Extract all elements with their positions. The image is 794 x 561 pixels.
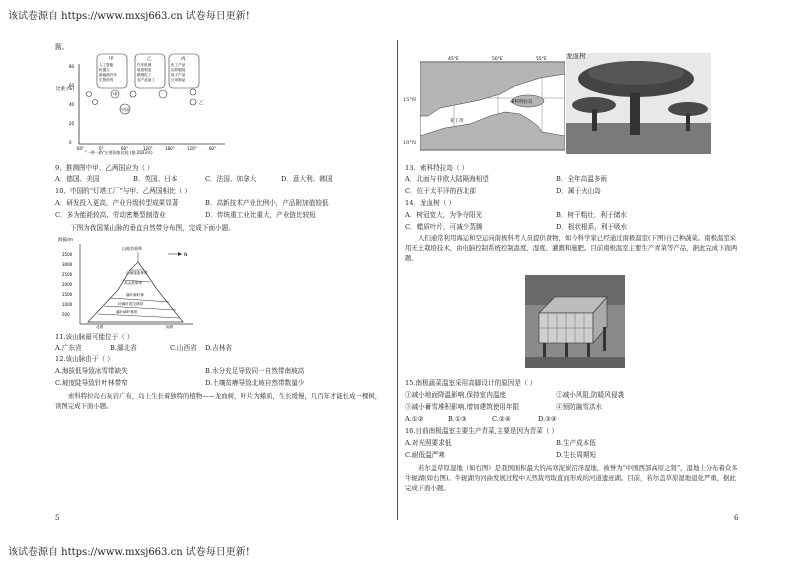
q13-stem: 13．索科特拉岛（ ） [405, 164, 469, 172]
fig2-y-tick: 2500 [62, 272, 73, 277]
q16-option-b[interactable]: B.生产成本低 [556, 439, 596, 447]
fig1-point [190, 89, 196, 95]
q12-stem: 12.该山脉由于（ ） [55, 355, 114, 363]
q11-option-b[interactable]: B.湖北省 [110, 344, 137, 352]
q10-option-d[interactable]: D．传统重工业比重大，产业链比较短 [205, 211, 316, 219]
passage-antarctic-greenhouse: 人们通常利用海运和空运向南极科考人员提供食物，如今科学家已经通过南极温室(下图)自己种蔬菜。南极温室采用无土栽培技术，由电脑控制系统控制温度、湿度、灌溉和施肥。目前南极温室主要生产青菜等产品，据此完成下面两题。 [405, 234, 738, 262]
q14-option-d[interactable]: D．根状根系，利于吸水 [556, 223, 628, 231]
q15-item-4: ④预防融雪洪水 [556, 403, 603, 411]
figure-1-scatter [55, 52, 230, 158]
page-number-right: 6 [734, 514, 739, 522]
q15-item-3: ③减小蓄雪堆积影响,增加建筑使用年限 [405, 403, 520, 411]
q15-option-c[interactable]: C.②④ [492, 415, 511, 423]
q12-option-b[interactable]: B.水分充足导致同一自然带南坡高 [205, 367, 305, 375]
fig2-y-tick: 2000 [62, 282, 73, 287]
greenhouse-photo [525, 275, 625, 368]
fig1-x-tick: 180° [165, 146, 175, 151]
fig1-x-tick: 60° [121, 146, 129, 151]
q14-option-b[interactable]: B．树干粗壮，利于储水 [556, 211, 627, 219]
fig2-north-slope: 北坡 [96, 325, 104, 329]
fig2-y-ticks [62, 252, 73, 317]
footer-text: 该试卷源自 https://www.mxsj663.cn 试卷每日更新! [8, 547, 250, 558]
fig1-y-ticks [69, 64, 75, 145]
fig1-x-tick: 60° [209, 146, 217, 151]
map-lon-3: 55°E [536, 57, 547, 62]
q11-stem: 11.该山脉最可能位于（ ） [55, 333, 134, 341]
q11-option-c[interactable]: C.山西省 [170, 344, 197, 352]
map-lat-15: 15°N [403, 97, 417, 103]
fig2-y-label: 海拔/m [58, 238, 73, 243]
map-label-aden: 亚丁湾 [450, 119, 464, 124]
q14-option-c[interactable]: C．蜡质叶片，可减少蒸腾 [405, 223, 483, 231]
fig2-zone-1: 山地苔原带 [122, 246, 142, 251]
q11-option-a[interactable]: A.广东省 [55, 344, 82, 352]
fig1-marker-yi [190, 99, 196, 105]
dragon-tree-photo [566, 53, 711, 154]
top-fragment: 题。 [55, 43, 69, 51]
fig2-y-tick: 1500 [62, 292, 73, 297]
fig2-y-tick: 3500 [62, 252, 73, 257]
fig1-box-line: 精细化工 [137, 73, 152, 77]
fig1-box-line: 化工产品 [171, 63, 186, 67]
q10-option-a[interactable]: A．研发投入更高，产业升级转型成果显著 [55, 199, 179, 207]
q9-option-d[interactable]: D．意大利、韩国 [281, 175, 333, 183]
q10-option-c[interactable]: C．多为能耗较高、劳动密集型制造业 [55, 211, 166, 219]
map-lat-10: 10°N [403, 140, 417, 146]
fig1-box-line: 日用制品 [171, 78, 186, 82]
q10-option-b[interactable]: B．高新技术产业比例小，产品附加值较低 [205, 199, 329, 207]
fig1-y-tick: 0 [69, 140, 72, 145]
q15-stem: 15.南极蔬菜温室采用高脚设计的原因是（ ） [405, 379, 537, 387]
q16-stem: 16.目前南极温室主要生产青菜,主要是因为青菜（ ） [405, 427, 559, 435]
q13-option-a[interactable]: A．北面与非欧大陆隔海相望 [405, 175, 489, 183]
q16-option-a[interactable]: A.对光照要求低 [405, 439, 452, 447]
fig1-x-tick: 0° [99, 146, 104, 151]
fig2-north-label: N [184, 253, 188, 258]
fig1-y-tick: 80 [69, 64, 75, 69]
fig1-box-line: 纺织服装 [171, 68, 186, 72]
q9-stem: 9、推测图中甲、乙两国应为（ ） [55, 164, 154, 172]
fig1-box-line: 生物医药 [99, 78, 114, 82]
fig2-south-slope: 南坡 [166, 325, 174, 329]
fig1-marker-china-label: 中国 [121, 107, 129, 112]
fig1-box-line: 人工智能 [99, 63, 114, 67]
q16-option-d[interactable]: D.生长周期短 [556, 451, 597, 459]
q16-option-c[interactable]: C.耐低温严寒 [405, 451, 445, 459]
fig1-box-title: 丙 [181, 57, 186, 62]
q15-option-a[interactable]: A.①② [405, 415, 424, 423]
fig1-point [159, 90, 167, 98]
fig1-box-line: 装备制造 [137, 68, 152, 72]
header-text: 该试卷源自 https://www.mxsj663.cn 试卷每日更新! [8, 11, 250, 22]
fig1-x-tick: 120° [143, 146, 153, 151]
fig1-box-line: 新能源汽车 [99, 73, 117, 77]
fig1-y-tick: 60 [69, 83, 75, 88]
fig1-y-tick: 40 [69, 102, 75, 107]
map-lon-1: 45°E [448, 57, 459, 62]
q13-option-c[interactable]: C．位于太平洋的西北部 [405, 187, 476, 195]
fig2-zone-6: 落叶阔叶林带 [116, 310, 138, 314]
map-lon-2: 50°E [492, 57, 503, 62]
q11-option-d[interactable]: D.吉林省 [205, 344, 232, 352]
q15-item-1: ①减小地面降温影响,保持室内温度 [405, 391, 507, 399]
fig2-y-tick: 500 [62, 312, 70, 317]
fig2-north-arrowhead [178, 252, 182, 256]
fig1-box-title: 甲 [109, 57, 114, 62]
fig1-point [87, 92, 92, 97]
fig2-zone-5: 针阔叶混交林带 [118, 302, 144, 306]
fig2-zone-3: 高山苔原带 [124, 281, 142, 285]
q14-stem: 14．龙血树（ ） [405, 199, 456, 207]
passage-dragon-tree: 索科特拉岛石灰岩广布，岛上生长着独特的植物——龙血树，叶片为蜡质，生长缓慢，几百年才能长成一棵树，读图完成下面小题。 [55, 392, 382, 410]
fig1-boxes [97, 54, 199, 88]
fig1-box-line: 农产品加工 [137, 78, 155, 82]
q15-option-d[interactable]: D.③④ [538, 415, 557, 423]
fig1-box-title: 乙 [147, 57, 152, 62]
fig1-box-line: 电子产品 [171, 73, 186, 77]
q12-option-d[interactable]: D.土壤贫瘠导致北坡自然带数量少 [205, 379, 305, 387]
q9-option-c[interactable]: C．法国、加拿大 [205, 175, 257, 183]
fig2-intro: 下图为我国某山脉的垂直自然带分布图，完成下面小题。 [70, 224, 235, 232]
fig2-boundary [104, 306, 176, 310]
q13-option-d[interactable]: D．属于火山岛 [556, 187, 601, 195]
fig2-zone-4: 落叶阔叶林 [126, 293, 144, 297]
figure-2-vertical-zones [58, 234, 198, 330]
fig2-y-tick: 1000 [62, 302, 73, 307]
fig1-caption: "一带一路"主要国家比较 (据 2023年) [85, 150, 153, 155]
fig2-y-tick: 3000 [62, 262, 73, 267]
q13-option-b[interactable]: B．全年高温多雨 [556, 175, 608, 183]
fig1-marker-yi-label: 乙 [199, 101, 204, 106]
q12-option-c[interactable]: C.坡度陡导致针叶林带窄 [55, 379, 128, 387]
q10-stem: 10、中国的“灯塔工厂”与甲、乙两国相比（ ） [55, 187, 191, 195]
passage-zoige-wetland: 若尔盖草原湿地（如右图）是我国面积最大的高寒泥炭沼泽湿地，被誉为“中国西部高原之肾”，湿地上分布着众多牛轭湖(如右图)。牛轭湖为河曲发展过程中天然裁弯取直而形成的河道遗迹湖。目前，若尔盖草原湿地退化严重，据此完成下面小题。 [405, 464, 738, 492]
q15-item-2: ②减小风阻,防暖风侵袭 [556, 391, 625, 399]
q9-option-a[interactable]: A．德国、美国 [55, 175, 100, 183]
fig1-box-line: 汽车机械 [137, 63, 152, 67]
fig1-x-tick: 60° [77, 146, 85, 151]
fig1-point [130, 91, 136, 97]
fig1-x-tick: 120° [187, 146, 197, 151]
greenhouse-illustration [525, 275, 625, 368]
q15-option-b[interactable]: B.①③ [448, 415, 467, 423]
fig1-marker-jia-label: 甲 [113, 93, 118, 98]
dragon-tree-illustration [566, 53, 711, 154]
map-socotra [420, 56, 565, 154]
fig2-boundary [98, 314, 180, 318]
map-label-socotra: 索科特拉岛 [510, 100, 533, 105]
q9-option-b[interactable]: B．英国、日本 [133, 175, 178, 183]
q12-option-a[interactable]: A.海拔低导致冰雪带缺失 [55, 367, 128, 375]
fig2-zone-2: 山地矮曲林带 [126, 271, 148, 275]
page-number-left: 5 [55, 514, 60, 522]
q14-option-a[interactable]: A．树冠宽大，为争夺阳光 [405, 211, 483, 219]
fig1-y-tick: 20 [69, 121, 75, 126]
fig1-point [93, 100, 98, 105]
page-divider [397, 40, 398, 520]
fig1-box-line: 机器人 [99, 68, 110, 72]
photo-label-dragon-tree: 龙血树 [566, 53, 586, 60]
fig1-y-label: 比重 (%) [56, 87, 75, 92]
